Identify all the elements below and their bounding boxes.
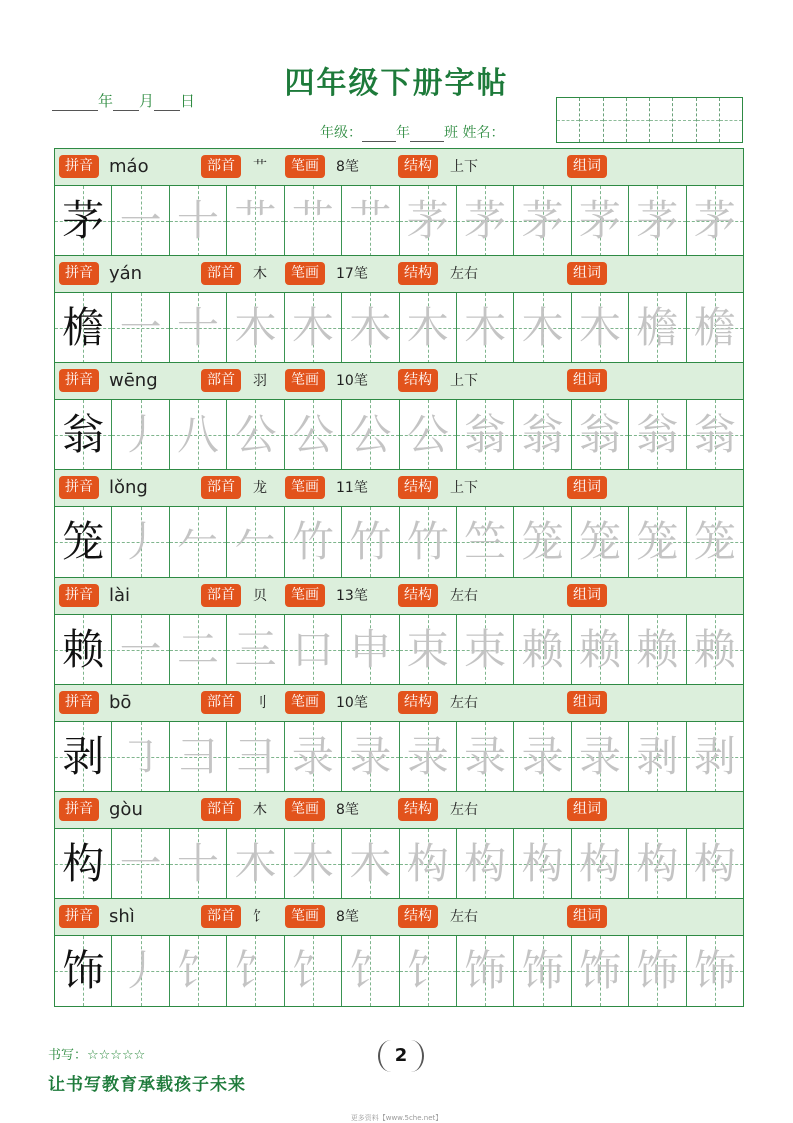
trace-cell[interactable] <box>687 293 743 363</box>
structure-value: 上下 <box>450 159 478 175</box>
trace-character: 笼 <box>521 517 564 566</box>
trace-character: 木 <box>234 839 277 888</box>
structure-tag: 结构 <box>398 262 438 285</box>
trace-character: 笼 <box>579 517 622 566</box>
trace-character: 一 <box>119 839 162 888</box>
trace-character: 彐 <box>234 732 277 781</box>
trace-cell[interactable] <box>112 293 169 363</box>
trace-character: 录 <box>406 732 449 781</box>
model-cell <box>55 293 112 363</box>
practice-block <box>54 684 744 793</box>
model-character: 翁 <box>62 410 105 459</box>
trace-character: 木 <box>579 303 622 352</box>
pinyin-tag: 拼音 <box>59 584 99 607</box>
words-tag: 组词 <box>567 155 607 178</box>
trace-cell[interactable] <box>227 507 284 577</box>
model-character: 剥 <box>62 732 105 781</box>
model-cell <box>55 936 112 1006</box>
model-cell <box>55 186 112 256</box>
practice-block <box>54 362 744 471</box>
trace-cell[interactable] <box>170 722 227 792</box>
radical-tag: 部首 <box>201 262 241 285</box>
strokes-value: 10笔 <box>336 373 368 389</box>
trace-cell[interactable] <box>227 293 284 363</box>
trace-character: 十 <box>177 196 220 245</box>
trace-cell[interactable] <box>170 936 227 1006</box>
writing-grid <box>55 936 743 1006</box>
trace-character: 构 <box>406 839 449 888</box>
pinyin-tag: 拼音 <box>59 691 99 714</box>
trace-character: 公 <box>349 410 392 459</box>
trace-character: 笼 <box>636 517 679 566</box>
trace-character: 饰 <box>579 946 622 995</box>
trace-character: 八 <box>177 410 220 459</box>
trace-cell[interactable] <box>457 722 514 792</box>
radical-tag: 部首 <box>201 369 241 392</box>
writing-grid <box>55 829 743 899</box>
words-tag: 组词 <box>567 798 607 821</box>
trace-character: 构 <box>693 839 736 888</box>
class-info: 年级： 年 班 姓名： <box>320 125 505 141</box>
trace-character: 木 <box>521 303 564 352</box>
trace-cell[interactable] <box>514 829 571 899</box>
trace-cell[interactable] <box>400 722 457 792</box>
trace-character: 茅 <box>693 196 736 245</box>
words-tag: 组词 <box>567 905 607 928</box>
trace-character: 竹 <box>349 517 392 566</box>
trace-character: 公 <box>234 410 277 459</box>
trace-character: 构 <box>579 839 622 888</box>
trace-cell[interactable] <box>400 615 457 685</box>
trace-cell[interactable] <box>629 829 686 899</box>
radical-tag: 部首 <box>201 584 241 607</box>
pinyin-value: lài <box>109 585 131 606</box>
block-header <box>55 256 743 293</box>
trace-character: 构 <box>464 839 507 888</box>
radical-value: 龙 <box>253 480 267 496</box>
trace-cell[interactable] <box>514 507 571 577</box>
trace-cell[interactable] <box>687 722 743 792</box>
writing-grid <box>55 507 743 577</box>
block-header <box>55 149 743 186</box>
trace-cell[interactable] <box>400 936 457 1006</box>
practice-block <box>54 255 744 364</box>
writing-grid <box>55 615 743 685</box>
structure-tag: 结构 <box>398 476 438 499</box>
trace-character: 饰 <box>636 946 679 995</box>
trace-character: 一 <box>119 303 162 352</box>
trace-character: 翁 <box>521 410 564 459</box>
structure-tag: 结构 <box>398 798 438 821</box>
trace-character: 茅 <box>636 196 679 245</box>
model-character: 檐 <box>62 303 105 352</box>
practice-block <box>54 791 744 900</box>
trace-cell[interactable] <box>342 722 399 792</box>
model-cell <box>55 722 112 792</box>
structure-tag: 结构 <box>398 691 438 714</box>
trace-character: 赖 <box>579 625 622 674</box>
words-tag: 组词 <box>567 262 607 285</box>
radical-tag: 部首 <box>201 798 241 821</box>
trace-cell[interactable] <box>457 293 514 363</box>
trace-character: 赖 <box>693 625 736 674</box>
writing-grid <box>55 186 743 256</box>
strokes-tag: 笔画 <box>285 798 325 821</box>
trace-cell[interactable] <box>629 400 686 470</box>
radical-tag: 部首 <box>201 905 241 928</box>
strokes-value: 8笔 <box>336 159 359 175</box>
structure-tag: 结构 <box>398 155 438 178</box>
trace-cell[interactable] <box>687 507 743 577</box>
trace-cell[interactable] <box>285 507 342 577</box>
trace-cell[interactable] <box>170 186 227 256</box>
trace-cell[interactable] <box>400 293 457 363</box>
trace-cell[interactable] <box>457 400 514 470</box>
trace-cell[interactable] <box>285 293 342 363</box>
trace-cell[interactable] <box>227 400 284 470</box>
radical-tag: 部首 <box>201 476 241 499</box>
trace-cell[interactable] <box>572 722 629 792</box>
trace-character: 丿 <box>119 410 162 459</box>
writing-grid <box>55 400 743 470</box>
pinyin-tag: 拼音 <box>59 262 99 285</box>
trace-character: 笼 <box>693 517 736 566</box>
trace-character: 录 <box>291 732 334 781</box>
trace-cell[interactable] <box>687 186 743 256</box>
pinyin-tag: 拼音 <box>59 905 99 928</box>
trace-cell[interactable] <box>514 722 571 792</box>
rating: 书写：☆☆☆☆☆ <box>48 1048 146 1063</box>
trace-cell[interactable] <box>629 615 686 685</box>
trace-cell[interactable] <box>572 400 629 470</box>
strokes-tag: 笔画 <box>285 262 325 285</box>
name-box[interactable] <box>556 97 743 143</box>
trace-cell[interactable] <box>457 615 514 685</box>
radical-value: 羽 <box>253 373 267 389</box>
trace-character: 翁 <box>579 410 622 459</box>
trace-cell[interactable] <box>457 507 514 577</box>
trace-character: 束 <box>464 625 507 674</box>
trace-character: 茅 <box>521 196 564 245</box>
trace-character: 𠂉 <box>234 517 277 566</box>
trace-cell[interactable] <box>572 186 629 256</box>
trace-character: 录 <box>579 732 622 781</box>
trace-cell[interactable] <box>227 186 284 256</box>
radical-value: 木 <box>253 266 267 282</box>
pinyin-value: wēng <box>109 370 158 391</box>
trace-character: 构 <box>521 839 564 888</box>
trace-cell[interactable] <box>170 507 227 577</box>
pinyin-tag: 拼音 <box>59 155 99 178</box>
strokes-value: 8笔 <box>336 909 359 925</box>
model-cell <box>55 400 112 470</box>
block-header <box>55 363 743 400</box>
trace-cell[interactable] <box>687 400 743 470</box>
trace-character: 茅 <box>464 196 507 245</box>
trace-character: 一 <box>119 196 162 245</box>
trace-character: 申 <box>349 625 392 674</box>
trace-cell[interactable] <box>342 829 399 899</box>
words-tag: 组词 <box>567 476 607 499</box>
words-tag: 组词 <box>567 691 607 714</box>
trace-cell[interactable] <box>457 936 514 1006</box>
trace-cell[interactable] <box>112 722 169 792</box>
page-number: 2 <box>380 1038 422 1074</box>
trace-cell[interactable] <box>457 829 514 899</box>
trace-cell[interactable] <box>572 936 629 1006</box>
trace-cell[interactable] <box>227 829 284 899</box>
pinyin-value: gòu <box>109 799 143 820</box>
slogan: 让书写教育承载孩子未来 <box>48 1075 246 1095</box>
radical-value: 饣 <box>253 909 267 925</box>
trace-cell[interactable] <box>112 615 169 685</box>
trace-character: 饰 <box>521 946 564 995</box>
practice-block <box>54 148 744 257</box>
trace-character: 艹 <box>349 196 392 245</box>
trace-cell[interactable] <box>170 400 227 470</box>
structure-tag: 结构 <box>398 905 438 928</box>
model-cell <box>55 615 112 685</box>
pinyin-tag: 拼音 <box>59 476 99 499</box>
trace-character: 录 <box>349 732 392 781</box>
radical-value: 木 <box>253 802 267 818</box>
strokes-tag: 笔画 <box>285 155 325 178</box>
pinyin-value: máo <box>109 156 149 177</box>
trace-character: 丿 <box>119 946 162 995</box>
model-character: 笼 <box>62 517 105 566</box>
trace-cell[interactable] <box>514 400 571 470</box>
trace-character: 艹 <box>291 196 334 245</box>
trace-character: 翁 <box>636 410 679 459</box>
trace-character: 木 <box>406 303 449 352</box>
trace-character: 竹 <box>406 517 449 566</box>
trace-character: ㇆ <box>119 732 162 781</box>
trace-character: 木 <box>349 839 392 888</box>
trace-cell[interactable] <box>400 829 457 899</box>
trace-character: 彐 <box>177 732 220 781</box>
trace-cell[interactable] <box>285 615 342 685</box>
trace-cell[interactable] <box>285 722 342 792</box>
trace-cell[interactable] <box>687 615 743 685</box>
structure-value: 上下 <box>450 480 478 496</box>
trace-character: 赖 <box>636 625 679 674</box>
model-character: 构 <box>62 839 105 888</box>
trace-character: 木 <box>464 303 507 352</box>
trace-character: 录 <box>521 732 564 781</box>
trace-cell[interactable] <box>285 936 342 1006</box>
trace-character: 剥 <box>693 732 736 781</box>
trace-cell[interactable] <box>572 507 629 577</box>
structure-tag: 结构 <box>398 584 438 607</box>
radical-tag: 部首 <box>201 691 241 714</box>
trace-character: 构 <box>636 839 679 888</box>
structure-value: 左右 <box>450 909 478 925</box>
radical-value: 艹 <box>253 159 267 175</box>
pinyin-value: shì <box>109 906 135 927</box>
strokes-tag: 笔画 <box>285 369 325 392</box>
trace-character: 木 <box>234 303 277 352</box>
trace-cell[interactable] <box>285 829 342 899</box>
trace-character: 丿 <box>119 517 162 566</box>
trace-character: 翁 <box>464 410 507 459</box>
trace-cell[interactable] <box>572 615 629 685</box>
trace-character: 录 <box>464 732 507 781</box>
model-character: 茅 <box>62 196 105 245</box>
date-line: 年 月 日 <box>52 90 195 111</box>
trace-cell[interactable] <box>285 400 342 470</box>
trace-cell[interactable] <box>227 936 284 1006</box>
trace-character: 艹 <box>234 196 277 245</box>
radical-value: 贝 <box>253 588 267 604</box>
strokes-value: 10笔 <box>336 695 368 711</box>
pinyin-value: yán <box>109 263 143 284</box>
radical-value: 刂 <box>253 695 267 711</box>
trace-character: 饣 <box>406 946 449 995</box>
trace-character: 竺 <box>464 517 507 566</box>
trace-cell[interactable] <box>629 186 686 256</box>
model-character: 饰 <box>62 946 105 995</box>
trace-cell[interactable] <box>342 186 399 256</box>
writing-grid <box>55 722 743 792</box>
trace-character: 檐 <box>693 303 736 352</box>
pinyin-value: bō <box>109 692 132 713</box>
model-character: 赖 <box>62 625 105 674</box>
trace-cell[interactable] <box>400 507 457 577</box>
strokes-tag: 笔画 <box>285 476 325 499</box>
trace-character: 茅 <box>406 196 449 245</box>
writing-grid <box>55 293 743 363</box>
practice-block <box>54 577 744 686</box>
source-note: 更多资料【www.5che.net】 <box>350 1114 443 1122</box>
trace-character: 剥 <box>636 732 679 781</box>
page-title: 四年级下册字帖 <box>284 66 509 101</box>
structure-value: 左右 <box>450 588 478 604</box>
trace-cell[interactable] <box>629 507 686 577</box>
trace-cell[interactable] <box>514 293 571 363</box>
trace-character: 公 <box>291 410 334 459</box>
words-tag: 组词 <box>567 584 607 607</box>
strokes-tag: 笔画 <box>285 584 325 607</box>
words-tag: 组词 <box>567 369 607 392</box>
strokes-value: 8笔 <box>336 802 359 818</box>
trace-cell[interactable] <box>629 293 686 363</box>
trace-cell[interactable] <box>629 936 686 1006</box>
trace-character: 檐 <box>636 303 679 352</box>
trace-character: 木 <box>291 839 334 888</box>
structure-value: 左右 <box>450 266 478 282</box>
trace-character: 𠂉 <box>177 517 220 566</box>
practice-block <box>54 898 744 1007</box>
trace-character: 十 <box>177 839 220 888</box>
radical-tag: 部首 <box>201 155 241 178</box>
trace-cell[interactable] <box>342 293 399 363</box>
pinyin-tag: 拼音 <box>59 798 99 821</box>
trace-cell[interactable] <box>687 829 743 899</box>
structure-value: 左右 <box>450 802 478 818</box>
trace-character: 三 <box>234 625 277 674</box>
trace-cell[interactable] <box>514 936 571 1006</box>
trace-cell[interactable] <box>342 507 399 577</box>
trace-cell[interactable] <box>572 829 629 899</box>
trace-cell[interactable] <box>112 507 169 577</box>
trace-cell[interactable] <box>170 293 227 363</box>
trace-character: 二 <box>177 625 220 674</box>
strokes-value: 17笔 <box>336 266 368 282</box>
strokes-value: 13笔 <box>336 588 368 604</box>
strokes-tag: 笔画 <box>285 691 325 714</box>
trace-character: 木 <box>349 303 392 352</box>
trace-cell[interactable] <box>400 400 457 470</box>
pinyin-value: lǒng <box>109 477 148 498</box>
block-header <box>55 792 743 829</box>
model-cell <box>55 829 112 899</box>
structure-tag: 结构 <box>398 369 438 392</box>
trace-character: 茅 <box>579 196 622 245</box>
trace-character: 饰 <box>464 946 507 995</box>
trace-cell[interactable] <box>342 936 399 1006</box>
trace-cell[interactable] <box>227 722 284 792</box>
structure-value: 上下 <box>450 373 478 389</box>
block-header <box>55 685 743 722</box>
strokes-tag: 笔画 <box>285 905 325 928</box>
practice-block <box>54 469 744 578</box>
structure-value: 左右 <box>450 695 478 711</box>
trace-cell[interactable] <box>112 400 169 470</box>
pinyin-tag: 拼音 <box>59 369 99 392</box>
trace-character: 饣 <box>349 946 392 995</box>
trace-character: 束 <box>406 625 449 674</box>
block-header <box>55 470 743 507</box>
trace-cell[interactable] <box>227 615 284 685</box>
trace-cell[interactable] <box>112 186 169 256</box>
trace-cell[interactable] <box>629 722 686 792</box>
trace-cell[interactable] <box>285 186 342 256</box>
trace-cell[interactable] <box>514 615 571 685</box>
trace-cell[interactable] <box>400 186 457 256</box>
strokes-value: 11笔 <box>336 480 368 496</box>
trace-cell[interactable] <box>170 829 227 899</box>
block-header <box>55 899 743 936</box>
trace-character: 竹 <box>291 517 334 566</box>
trace-character: 饣 <box>291 946 334 995</box>
trace-character: 饰 <box>693 946 736 995</box>
trace-cell[interactable] <box>112 936 169 1006</box>
trace-character: 翁 <box>693 410 736 459</box>
model-cell <box>55 507 112 577</box>
trace-character: 十 <box>177 303 220 352</box>
trace-character: 公 <box>406 410 449 459</box>
trace-cell[interactable] <box>112 829 169 899</box>
trace-character: 饣 <box>234 946 277 995</box>
trace-cell[interactable] <box>572 293 629 363</box>
trace-cell[interactable] <box>514 186 571 256</box>
trace-cell[interactable] <box>342 615 399 685</box>
trace-cell[interactable] <box>170 615 227 685</box>
trace-cell[interactable] <box>687 936 743 1006</box>
trace-cell[interactable] <box>457 186 514 256</box>
trace-character: 赖 <box>521 625 564 674</box>
trace-character: 口 <box>291 625 334 674</box>
trace-character: 一 <box>119 625 162 674</box>
trace-character: 饣 <box>177 946 220 995</box>
trace-character: 木 <box>291 303 334 352</box>
block-header <box>55 578 743 615</box>
trace-cell[interactable] <box>342 400 399 470</box>
